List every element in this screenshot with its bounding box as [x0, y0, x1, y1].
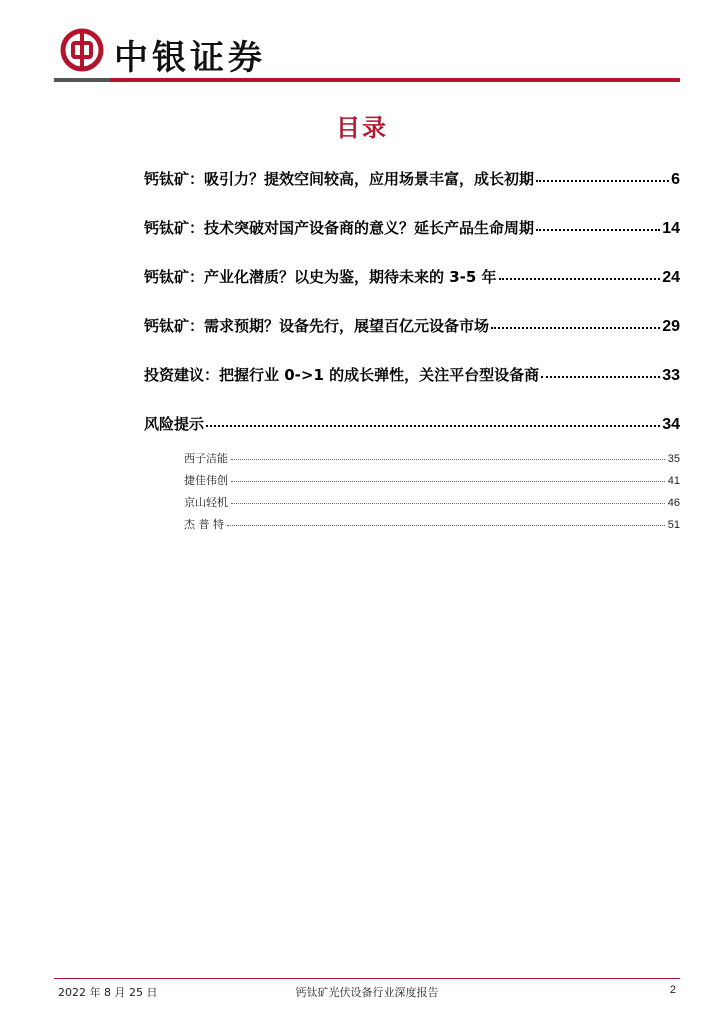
- toc-sub-entry[interactable]: [184, 516, 680, 538]
- toc-title: 目录: [336, 114, 388, 142]
- toc-entry-page: 24: [662, 269, 680, 286]
- toc-sub-entry[interactable]: [184, 472, 680, 494]
- dot-leader: [541, 376, 660, 378]
- page-footer: [58, 984, 676, 1000]
- toc-sub-list: [184, 450, 680, 538]
- toc-entry-title: 钙钛矿：技术突破对国产设备商的意义？延长产品生命周期: [144, 219, 535, 237]
- dot-leader: [536, 180, 669, 182]
- toc-sub-entry-page: 41: [667, 475, 680, 487]
- toc-entry-title: 钙钛矿：吸引力？提效空间较高，应用场景丰富，成长初期: [144, 170, 535, 188]
- toc-sub-entry-title: 西子洁能: [184, 452, 228, 465]
- toc-sub-entry-title: 京山轻机: [184, 496, 228, 509]
- bank-of-china-logo-icon: [60, 28, 104, 72]
- footer-rule: [54, 978, 680, 979]
- toc-sub-entry-page: 51: [667, 519, 680, 531]
- footer-date: 2022 年 8 月 25 日: [58, 986, 158, 999]
- toc-entry[interactable]: [144, 315, 680, 364]
- dot-leader: [227, 525, 665, 526]
- dot-leader: [231, 459, 665, 460]
- toc-sub-entry-page: 46: [667, 497, 680, 509]
- toc-entry-title: 钙钛矿：需求预期？设备先行，展望百亿元设备市场: [144, 317, 490, 335]
- dot-leader: [231, 481, 665, 482]
- header-rule-accent: [54, 78, 110, 82]
- header-rule: [54, 78, 680, 82]
- dot-leader: [536, 229, 660, 231]
- dot-leader: [499, 278, 661, 280]
- toc-entry-title: 投资建议：把握行业 0->1 的成长弹性，关注平台型设备商: [144, 366, 540, 384]
- toc-entry-title: 风险提示: [144, 415, 205, 433]
- toc-entry-page: 14: [662, 220, 680, 237]
- toc-entry-page: 6: [671, 171, 680, 188]
- toc-entry[interactable]: [144, 217, 680, 266]
- toc-sub-entry-page: 35: [667, 453, 680, 465]
- footer-report-title: 钙钛矿光伏设备行业深度报告: [295, 986, 439, 999]
- dot-leader: [206, 425, 660, 427]
- toc-entry-page: 33: [662, 367, 680, 384]
- toc-entry-page: 34: [662, 416, 680, 433]
- dot-leader: [491, 327, 660, 329]
- toc-list: [144, 168, 680, 462]
- toc-entry-page: 29: [662, 318, 680, 335]
- toc-entry[interactable]: [144, 168, 680, 217]
- toc-entry[interactable]: [144, 266, 680, 315]
- dot-leader: [231, 503, 665, 504]
- toc-sub-entry-title: 杰 普 特: [184, 518, 224, 531]
- toc-sub-entry[interactable]: [184, 450, 680, 472]
- footer-page-number: 2: [669, 984, 676, 996]
- toc-sub-entry[interactable]: [184, 494, 680, 516]
- toc-entry[interactable]: [144, 364, 680, 413]
- toc-entry-title: 钙钛矿：产业化潜质？以史为鉴，期待未来的 3-5 年: [144, 268, 497, 286]
- brand-name: 中银证券: [114, 38, 266, 78]
- toc-sub-entry-title: 捷佳伟创: [184, 474, 228, 487]
